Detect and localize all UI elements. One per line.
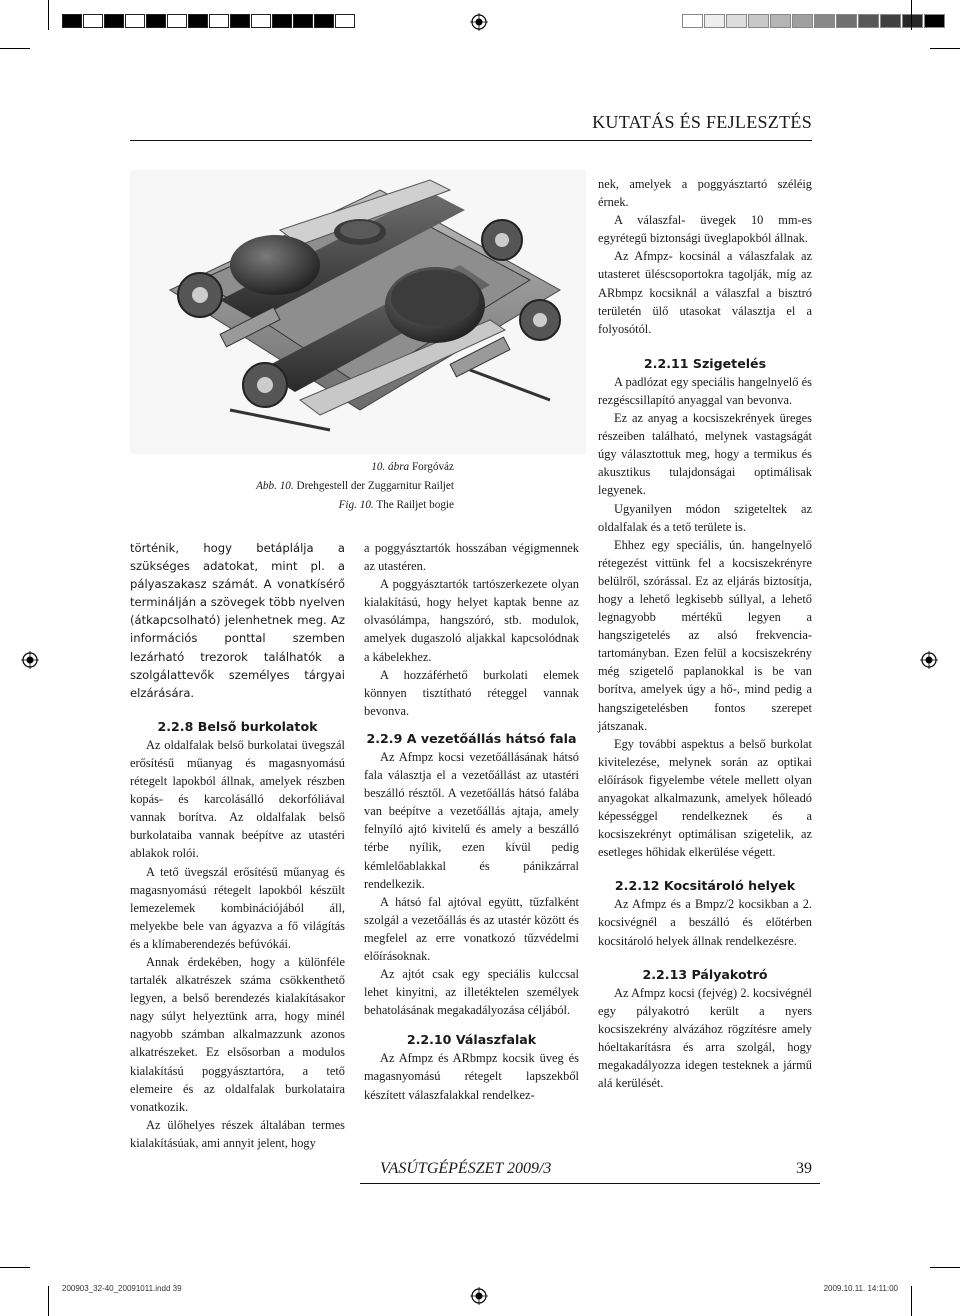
registration-mark-icon	[470, 13, 488, 31]
section-heading-2-2-10: 2.2.10 Válaszfalak	[406, 1032, 537, 1048]
paragraph: A poggyásztartók tartószerkezete olyan kialakítású, hogy helyet kaptak benne az olvasólámpa, hangszóró, stb. modulok, amelyek dugaszoló aljakkal kapcsolódnak a kábelekhez.	[364, 577, 579, 664]
journal-name: VASÚTGÉPÉSZET 2009/3	[380, 1160, 552, 1177]
section-heading-2-2-9: 2.2.9 A vezetőállás hátsó fala	[366, 730, 577, 746]
section-title: KUTATÁS ÉS FEJLESZTÉS	[592, 112, 812, 132]
caption-label: Fig. 10.	[338, 499, 374, 511]
crop-mark	[0, 48, 30, 49]
paragraph: Az Afmpz kocsi vezetőállásának hátsó fala választja el a vezetőállást az utastéri beszálló résztől. A vezetőállás hátsó falába van beépítve a vezetőállás ajtaja, amely felnyíló ajtó kivitelű és amely a beszálló térbe nyílik, ezen kívül pedig kémlelőablakkal és pánikzárral rendelkezik.	[364, 749, 579, 891]
registration-mark-icon	[470, 1287, 488, 1305]
paragraph: A hátsó fal ajtóval együtt, tűzfalként szolgál a vezetőállás és az utastér között és megfelel az erre vonatkozó tűzvédelmi előírásoknak.	[364, 894, 579, 963]
text-column-1	[130, 539, 345, 1152]
figure-caption-en	[130, 496, 454, 515]
registration-mark-icon	[920, 651, 938, 669]
paragraph: Annak érdekében, hogy a különféle tartalék alkatrészek száma csökkenthető legyen, a belső berendezés kialakításakor nagy súlyt helyeztünk arra, hogy minél nagyobb számban alkalmazzunk azonos alkatrészeket. Ez elsősorban a modulos kialakítású poggyásztartóra, a tető elemeire és az oldalfalak burkolataira vonatkozik.	[130, 954, 345, 1114]
paragraph: A tető üvegszál erősítésű műanyag és magasnyomású rétegelt lapokból készült lemezelemek kombinációjából áll, melyekbe bele van ágyazva a fő világítás és a klímaberendezés befúvókái.	[130, 864, 345, 951]
crop-mark	[0, 1267, 30, 1268]
page-number: 39	[796, 1160, 812, 1177]
paragraph: A padlózat egy speciális hangelnyelő és rezgéscsillapító anyaggal van bevonva.	[598, 374, 812, 407]
caption-text: The Railjet bogie	[376, 499, 454, 511]
section-heading-2-2-8: 2.2.8 Belső burkolatok	[157, 718, 318, 734]
crop-mark	[911, 1286, 912, 1316]
figure-captions	[130, 458, 454, 515]
section-heading-2-2-13: 2.2.13 Pályakotró	[642, 966, 768, 982]
paragraph: Az Afmpz kocsi (fejvég) 2. kocsivégnél egy pályakotró került a nyers kocsiszekrény alvázához rögzítésre amely hóeltakarításra és arra szolgál, hogy megakadályozza idegen testeknek a jármű alá kerülését.	[598, 985, 812, 1091]
paragraph: Ugyanilyen módon szigeteltek az oldalfalak és a tető területe is.	[598, 501, 812, 534]
paragraph: történik, hogy betáplálja a szükséges adatokat, mint pl. a pályaszakasz számát. A vonatkísérő terminálján a szövegek több nyelven (átkapcsolható) jelenhetnek meg. Az információs ponttal szemben lezárható trezorok találhatók a szolgálattevők személyes tárgyai elzárására.	[130, 541, 345, 700]
crop-mark	[930, 48, 960, 49]
figure-caption-de	[130, 477, 454, 496]
text-column-2	[364, 539, 579, 1104]
paragraph: A hozzáférhető burkolati elemek könnyen tisztítható réteggel vannak bevonva.	[364, 667, 579, 718]
caption-text: Drehgestell der Zuggarnitur Railjet	[296, 480, 454, 492]
caption-label: Abb. 10.	[256, 480, 294, 492]
paragraph: Ez az anyag a kocsiszekrények üreges részeiben található, melynek vastagságát úgy választottuk meg, hogy a termikus és akusztikus tulajdonságai optimálisak legyenek.	[598, 411, 812, 498]
color-calibration-bar	[62, 14, 356, 28]
bogie-render-image	[130, 170, 586, 454]
section-heading-2-2-12: 2.2.12 Kocsitároló helyek	[614, 878, 796, 894]
crop-mark	[48, 0, 49, 30]
paragraph: Az ülőhelyes részek általában termes kialakításúak, ami annyit jelent, hogy	[130, 1117, 345, 1150]
caption-label: 10. ábra	[371, 461, 410, 473]
paragraph: Az oldalfalak belső burkolatai üvegszál erősítésű műanyag és magasnyomású rétegelt lapokból állnak, amelyek részben kopás- és karcolásálló dekorfóliával vannak borítva. Az oldalfalak belső burkolataiba vannak beépítve az utastéri ablakok rolói.	[130, 737, 345, 861]
slug-timestamp: 2009.10.11. 14:11:00	[823, 1284, 898, 1293]
paragraph: Az Afmpz és ARbmpz kocsik üveg és magasnyomású rétegelt lapszekből készített válaszfalakkal rendelkez-	[364, 1051, 579, 1102]
footer-divider	[360, 1183, 820, 1184]
crop-mark	[911, 0, 912, 30]
paragraph: Az ajtót csak egy speciális kulccsal lehet kinyitni, az illetéktelen személyek behatolásának megakadályozása céljából.	[364, 967, 579, 1018]
paragraph: A válaszfal- üvegek 10 mm-es egyrétegű biztonsági üveglapokból állnak.	[598, 213, 812, 246]
paragraph: Az Afmpz és a Bmpz/2 kocsikban a 2. kocsivégnél a beszálló és előtérben kocsitároló helyek állnak rendelkezésre.	[598, 897, 812, 948]
registration-mark-icon	[21, 651, 39, 669]
paragraph: nek, amelyek a poggyásztartó széléig érnek.	[598, 177, 812, 210]
caption-text: Forgóváz	[411, 461, 454, 473]
crop-mark	[930, 1267, 960, 1268]
section-heading-2-2-11: 2.2.11 Szigetelés	[643, 355, 767, 371]
figure-caption-hu	[130, 458, 454, 477]
paragraph: a poggyásztartók hosszában végigmennek az utastéren.	[364, 541, 579, 574]
bogie-figure	[130, 170, 586, 454]
paragraph: Ehhez egy speciális, ún. hangelnyelő rétegezést vittünk fel a kocsiszekrényre belülről, szórással. Ez az eljárás biztosítja, hogy a lehető legkisebb súllyal, a lehető legnagyobb mértékű legyen a hangszigetelés az alsó frekvencia-tartományban. Ezen felül a kocsiszekrény még szigetelő paplanokkal is be van borítva, amelyek úgy a hő-, mind pedig a hangszigetelésben fontos szerepet játszanak.	[598, 537, 812, 733]
paragraph: Az Afmpz- kocsinál a válaszfalak az utasteret üléscsoportokra tagolják, míg az ARbmpz kocsiknál a válaszfal a bisztró területén ülő utasokat választja el a folyosótól.	[598, 249, 812, 336]
crop-mark	[48, 1286, 49, 1316]
slug-filename: 200903_32-40_20091011.indd 39	[62, 1284, 182, 1293]
paragraph: Egy további aspektus a belső burkolat kivitelezése, melynek során az optikai előírások figyelembe vétele mellett olyan anyagokat alkalmazunk, amelyek hőleadó képességgel rendelkeznek és a kocsiszekrényt optimálisan szigetelik, az esetleges hőhidak elkerülése végett.	[598, 736, 812, 860]
header-divider	[130, 140, 812, 141]
text-column-3	[598, 175, 812, 1092]
gray-calibration-bar	[682, 14, 946, 28]
